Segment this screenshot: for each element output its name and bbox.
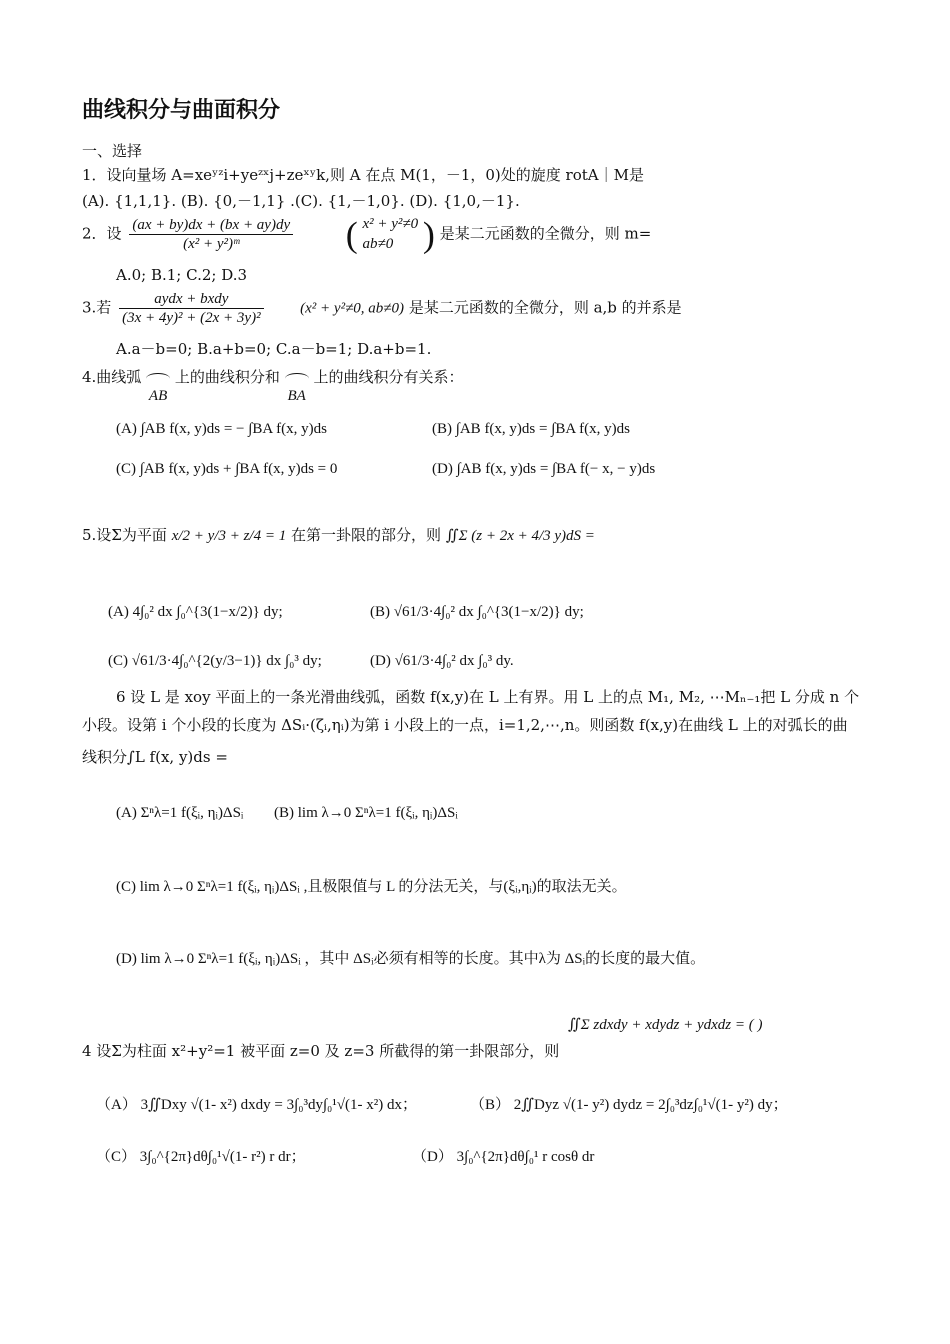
arc-icon [146, 373, 170, 384]
question-2-numerator: (ax + by)dx + (bx + ay)dy [129, 216, 293, 235]
question-4-option-d: (D) ∫AB f(x, y)ds = ∫BA f(− x, − y)ds [432, 461, 656, 477]
arc-ab-label: AB [148, 388, 168, 404]
question-6-option-d [116, 950, 705, 968]
arc-ba-label: BA [287, 388, 306, 404]
question-1-stem: 1．设向量场 A=xeʸᶻi+yeᶻˣj+zeˣʸk,则 A 在点 M(1，－1，0)处的旋度 rotA｜M是 [82, 166, 644, 184]
question-2 [82, 214, 651, 255]
question-3-denominator: (3x + 4y)² + (2x + 3y)² [122, 310, 261, 326]
arc-icon [285, 373, 309, 384]
question-3-options: A.a－b=0; B.a+b=0; C.a－b=1; D.a+b=1. [116, 340, 432, 358]
question-3-fraction [119, 290, 263, 327]
question-4-stem-part-3: 上的曲线积分有关系： [313, 368, 464, 386]
question-5-option-a: (A) 4∫₀² dx ∫₀^{3(1−x/2)} dy; [108, 604, 283, 620]
question-5-stem [82, 526, 595, 545]
question-2-fraction [129, 216, 293, 253]
question-2-options: A.0; B.1; C.2; D.3 [116, 266, 248, 284]
question-2-right-paren: ) [422, 214, 435, 255]
question-3-condition: (x² + y²≠0, ab≠0) [300, 300, 405, 317]
question-6-option-c [116, 878, 627, 896]
question-4-stem [82, 368, 463, 405]
question-6-line-2: 小段。设第 i 个小段的长度为 ΔSᵢ·(ζᵢ,ηᵢ)为第 i 小段上的一点，i=1,2,⋯,n。则函数 f(x,y)在曲线 L 上的对弧长的曲 [82, 716, 848, 734]
question-1-options: (A). {1,1,1}. (B). {0,－1,1} .(C). {1,－1,0}. (D). {1,0,－1}. [82, 192, 520, 210]
question-5-prefix: 5.设Σ为平面 [82, 526, 167, 544]
question-5-integral: ∬Σ (z + 2x + 4/3 y)dS = [445, 528, 595, 544]
question-7-stem: 4 设Σ为柱面 x²+y²=1 被平面 z=0 及 z=3 所截得的第一卦限部分，则 [82, 1042, 560, 1060]
question-5-option-d: (D) √61/3·4∫₀² dx ∫₀³ dy. [370, 653, 514, 669]
question-7-integral: ∬Σ zdxdy + xdydz + ydxdz = ( ) [568, 1017, 763, 1033]
question-4-option-b: (B) ∫AB f(x, y)ds = ∫BA f(x, y)ds [432, 421, 630, 437]
question-5-option-c: (C) √61/3·4∫₀^{2(y/3−1)} dx ∫₀³ dy; [108, 653, 322, 669]
question-7-option-d: （D） 3∫₀^{2π}dθ∫₀¹ r cosθ dr [412, 1149, 595, 1165]
question-3 [82, 290, 682, 327]
question-6-option-c-text: ,且极限值与 L 的分法无关，与(ξᵢ,ηᵢ)的取法无关。 [303, 879, 627, 895]
arc-ab [146, 368, 170, 405]
question-2-left-paren: ( [345, 214, 358, 255]
question-3-prefix: 3.若 [82, 298, 112, 317]
section-heading: 一、选择 [82, 142, 143, 160]
question-2-prefix: 2．设 [82, 224, 122, 243]
page-title: 曲线积分与曲面积分 [82, 98, 281, 123]
question-3-numerator: aydx + bxdy [119, 290, 263, 309]
question-4-stem-part-1: 4.曲线弧 [82, 368, 142, 386]
question-6-option-d-text: ，其中 ΔSᵢ必须有相等的长度。其中λ为 ΔSᵢ的长度的最大值。 [304, 951, 706, 967]
question-2-condition-1: x² + y²≠0 [362, 216, 419, 232]
question-6-option-a: (A) Σⁿλ=1 f(ξᵢ, ηᵢ)ΔSᵢ [116, 805, 244, 821]
arc-ba [285, 368, 309, 405]
question-6-option-c-formula: (C) lim λ→0 Σⁿλ=1 f(ξᵢ, ηᵢ)ΔSᵢ [116, 879, 300, 895]
question-6-option-b: (B) lim λ→0 Σⁿλ=1 f(ξᵢ, ηᵢ)ΔSᵢ [274, 805, 458, 821]
question-5-mid: 在第一卦限的部分，则 [291, 526, 442, 544]
question-7-option-c: （C） 3∫₀^{2π}dθ∫₀¹√(1- r²) r dr； [96, 1149, 306, 1165]
question-5-plane: x/2 + y/3 + z/4 = 1 [171, 528, 287, 544]
question-5-option-b: (B) √61/3·4∫₀² dx ∫₀^{3(1−x/2)} dy; [370, 604, 584, 620]
question-4-option-c: (C) ∫AB f(x, y)ds + ∫BA f(x, y)ds = 0 [116, 461, 338, 477]
question-2-condition-2: ab≠0 [362, 236, 394, 253]
question-6-option-d-formula: (D) lim λ→0 Σⁿλ=1 f(ξᵢ, ηᵢ)ΔSᵢ [116, 951, 301, 967]
question-3-suffix: 是某二元函数的全微分，则 a,b 的并系是 [408, 298, 682, 317]
question-4-option-a: (A) ∫AB f(x, y)ds = − ∫BA f(x, y)ds [116, 421, 327, 437]
question-2-denominator: (x² + y²)ᵐ [183, 235, 240, 252]
question-2-suffix: 是某二元函数的全微分，则 m= [439, 224, 652, 243]
question-2-conditions [362, 214, 418, 255]
question-6-line-3: 线积分∫L f(x, y)ds = [82, 748, 228, 766]
question-4-stem-part-2: 上的曲线积分和 [174, 368, 280, 386]
question-6-line-1: 6 设 L 是 xoy 平面上的一条光滑曲线弧，函数 f(x,y)在 L 上有界。用 L 上的点 M₁, M₂, ⋯Mₙ₋₁把 L 分成 n 个 [116, 688, 860, 706]
question-7-option-b: （B） 2∬Dyz √(1- y²) dydz = 2∫₀³dz∫₀¹√(1- y²) dy； [470, 1097, 788, 1113]
question-7-option-a: （A） 3∬Dxy √(1- x²) dxdy = 3∫₀³dy∫₀¹√(1- x²) dx； [96, 1097, 417, 1113]
